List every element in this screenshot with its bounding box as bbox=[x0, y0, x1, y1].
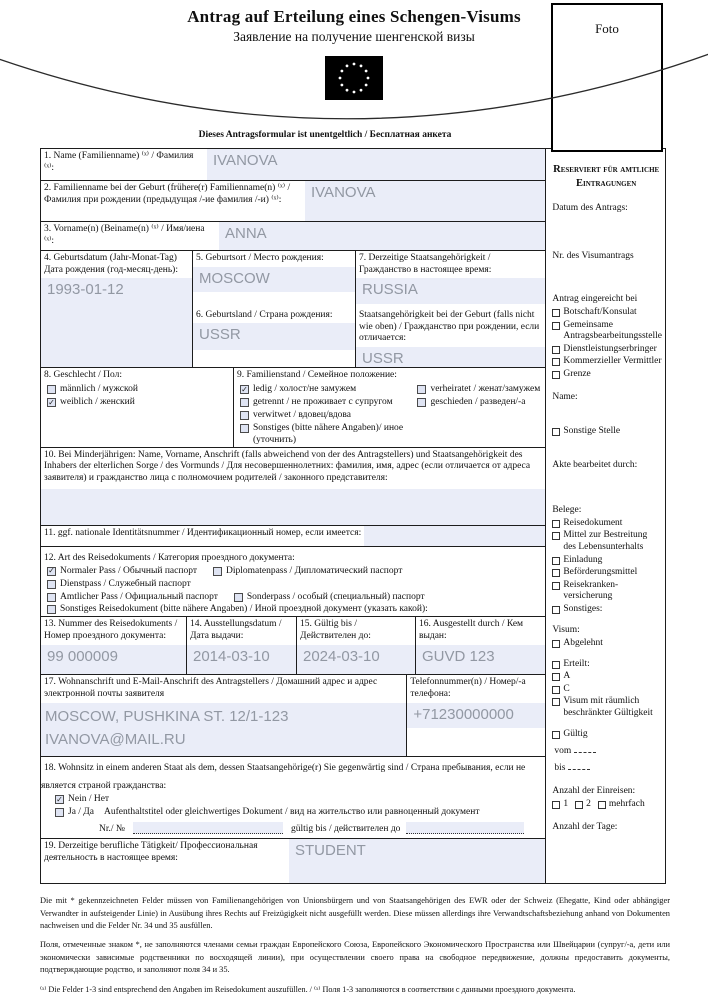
checkbox-label: A bbox=[563, 671, 571, 682]
checkbox-grenze[interactable] bbox=[552, 369, 662, 381]
checkbox-label: Grenze bbox=[563, 368, 591, 379]
checkbox-icon[interactable]: ✓ bbox=[48, 397, 55, 407]
checkbox-sonstiges-reisedokument[interactable] bbox=[47, 604, 545, 616]
footnote-fields-1-3: ⁽ˣ⁾ Die Felder 1-3 sind entsprechend den Angaben im Reisedokument auszufüllen. / ⁽ˣ⁾ Поля 1-3 заполняются в соответствии с данными проездного документа. bbox=[40, 984, 576, 994]
field-7b-label: Staatsangehörigkeit bei der Geburt (falls nicht wie oben) / Гражданство при рождении, если отличается: bbox=[359, 310, 540, 344]
checkbox-label: männlich / мужской bbox=[60, 384, 138, 395]
checkbox-label: ledig / холост/не замужем bbox=[253, 384, 357, 395]
checkbox-verheiratet[interactable] bbox=[417, 384, 545, 396]
field-7-label: 7. Derzeitige Staatsangehörigkeit / Гражданство в настоящее время: bbox=[359, 253, 492, 275]
vom-label: vom bbox=[554, 746, 572, 757]
checkbox-kommerzieller-vermittler[interactable] bbox=[552, 356, 662, 368]
checkbox-verwitwet[interactable] bbox=[240, 410, 411, 422]
checkbox-icon[interactable] bbox=[552, 661, 560, 669]
field-2-value[interactable]: IVANOVA bbox=[305, 181, 545, 221]
checkbox-sonstiges-familienstand[interactable] bbox=[240, 423, 411, 447]
gueltig-bis-input[interactable] bbox=[406, 822, 524, 834]
field-6-value[interactable]: USSR bbox=[193, 323, 355, 350]
checkbox-label: Sonstiges (bitte nähere Angaben)/ иное (уточнить) bbox=[253, 423, 404, 445]
visa-application-number-label: Nr. des Visumantrags bbox=[552, 250, 634, 261]
checkbox-label: Visum mit räumlich beschränkter Gültigkeit bbox=[563, 696, 653, 718]
checkbox-label: Gemeinsame Antragsbearbeitungsstelle bbox=[563, 319, 663, 342]
checkbox-weiblich[interactable] bbox=[47, 397, 233, 409]
checkbox-entries-2[interactable] bbox=[575, 799, 591, 811]
checkbox-icon[interactable] bbox=[552, 582, 560, 590]
checkbox-label: Reisedokument bbox=[563, 517, 623, 528]
photo-box[interactable] bbox=[551, 3, 663, 152]
checkbox-icon[interactable] bbox=[234, 593, 243, 602]
form-header bbox=[0, 0, 708, 148]
checkbox-diplomatenpass[interactable] bbox=[213, 566, 402, 578]
gueltig-bis-label: gültig bis / действителен до bbox=[290, 824, 401, 835]
valid-from-line bbox=[554, 743, 662, 758]
form-title-german: Antrag auf Erteilung eines Schengen-Visums bbox=[187, 7, 521, 26]
eu-flag bbox=[325, 56, 383, 100]
checkbox-label: Diplomatenpass / Дипломатический паспорт bbox=[225, 565, 403, 576]
checkbox-reisedokument[interactable] bbox=[552, 518, 662, 530]
checkbox-icon[interactable] bbox=[552, 731, 560, 739]
field-15-label: 15. Gültig bis / Действителен до: bbox=[300, 619, 371, 641]
checkbox-icon[interactable] bbox=[552, 322, 560, 330]
checkbox-label: Sonstiges: bbox=[563, 603, 603, 614]
checkbox-getrennt[interactable] bbox=[240, 397, 411, 409]
checkbox-label: verwitwet / вдовец/вдова bbox=[253, 410, 351, 421]
checkbox-entries-mehrfach[interactable] bbox=[598, 799, 645, 811]
field-10-label: 10. Bei Minderjährigen: Name, Vorname, Anschrift (falls abweichend von der des Antragstellers) und Staatsangehörigkeit des Inhabers der elterlichen Sorge / des Vormunds / Для несовершеннолетних: фамилия, имя, адрес (если отличается от адреса заявителя) и гражданство лица с полномочием родителей / законного представителя: bbox=[44, 449, 531, 483]
field-15-cell bbox=[297, 617, 416, 674]
checkbox-icon[interactable] bbox=[598, 801, 606, 809]
field-1-row bbox=[41, 149, 545, 181]
field-17-row bbox=[41, 675, 545, 757]
field-19-row bbox=[41, 839, 545, 883]
checkbox-icon[interactable] bbox=[47, 385, 56, 394]
checkbox-icon[interactable] bbox=[552, 686, 560, 694]
checkbox-icon[interactable] bbox=[417, 385, 426, 394]
checkbox-sonderpass[interactable] bbox=[234, 592, 425, 604]
supporting-documents-label: Belege: bbox=[552, 505, 582, 516]
checkbox-icon[interactable] bbox=[552, 801, 560, 809]
checkbox-icon[interactable] bbox=[552, 358, 560, 366]
number-of-days-label: Anzahl der Tage: bbox=[552, 822, 618, 833]
checkbox-icon[interactable] bbox=[240, 424, 249, 433]
free-of-charge-note: Dieses Antragsformular ist unentgeltlich / Бесплатная анкета bbox=[198, 130, 452, 140]
checkbox-icon[interactable] bbox=[552, 520, 560, 528]
field-14-label: 14. Ausstellungsdatum / Дата выдачи: bbox=[190, 619, 282, 641]
checkbox-label: Botschaft/Konsulat bbox=[563, 307, 637, 318]
field-12-label: 12. Art des Reisedokuments / Категория проездного документа: bbox=[44, 552, 295, 563]
checkbox-reisekrankenversicherung[interactable] bbox=[552, 580, 662, 603]
checkbox-icon[interactable] bbox=[240, 398, 249, 407]
field-16-value[interactable]: GUVD 123 bbox=[416, 645, 545, 675]
checkbox-visa-raeumlich[interactable] bbox=[552, 696, 662, 719]
checkbox-label: 2 bbox=[586, 798, 591, 809]
sidebar-header: Reserviert für amtliche Eintragungen bbox=[553, 164, 660, 189]
checkbox-icon[interactable] bbox=[47, 580, 56, 589]
checkbox-label: Reisekranken-versicherung bbox=[563, 579, 619, 602]
field-14-value[interactable]: 2014-03-10 bbox=[187, 645, 296, 675]
field-5-value[interactable]: MOSCOW bbox=[193, 267, 355, 292]
phone-label: Telefonnummer(n) / Номер/-а телефона: bbox=[410, 677, 526, 699]
checkbox-label: Dienstleistungserbringer bbox=[563, 343, 657, 354]
nr-label: Nr./ № bbox=[99, 824, 125, 835]
checkbox-label: Einladung bbox=[563, 554, 603, 565]
checkbox-icon[interactable] bbox=[47, 593, 56, 602]
checkbox-icon[interactable] bbox=[552, 698, 560, 706]
field-2-label: 2. Familienname bei der Geburt (frühere(r) Familienname(n) ⁽ˣ⁾ / Фамилия при рождении (предыдущая /-ие фамилия /-и) ⁽ˣ⁾: bbox=[44, 183, 291, 205]
official-use-sidebar bbox=[546, 149, 665, 883]
residence-permit-text: Aufenthaltstitel oder gleichwertiges Dokument / вид на жительство или равноценный документ bbox=[104, 807, 480, 818]
field-18-nr-line bbox=[99, 822, 545, 834]
field-18-row bbox=[41, 757, 545, 839]
fields-8-9-row bbox=[41, 368, 545, 448]
checkbox-label: Sonstiges Reisedokument (bitte nähere Angaben) / Иной проездной документ (указать какой): bbox=[60, 604, 428, 615]
checkbox-icon[interactable] bbox=[552, 371, 560, 379]
phone-value[interactable]: +71230000000 bbox=[407, 703, 545, 728]
checkbox-label: verheiratet / женат/замужем bbox=[430, 384, 541, 395]
number-of-entries-label: Anzahl der Einreisen: bbox=[552, 786, 636, 797]
checkbox-label: getrennt / не проживает с супругом bbox=[253, 397, 393, 408]
visa-label: Visum: bbox=[552, 625, 580, 636]
field-14-cell bbox=[187, 617, 297, 674]
checkbox-label: mehrfach bbox=[608, 798, 645, 809]
checkbox-icon[interactable] bbox=[552, 673, 560, 681]
checkbox-maennlich[interactable] bbox=[47, 384, 233, 396]
field-12-line1 bbox=[41, 565, 545, 591]
checkbox-icon[interactable] bbox=[552, 557, 560, 565]
checkbox-abgelehnt[interactable] bbox=[552, 638, 662, 650]
checkbox-label: C bbox=[563, 683, 570, 694]
valid-until-line bbox=[554, 760, 662, 775]
submitted-at-label: Antrag eingereicht bei bbox=[552, 294, 638, 305]
checkbox-icon[interactable] bbox=[47, 605, 56, 614]
field-7-value[interactable]: RUSSIA bbox=[356, 278, 545, 304]
field-11-label: 11. ggf. nationale Identitätsnummer / Идентификационный номер, если имеется: bbox=[44, 527, 362, 538]
photo-label: Foto bbox=[595, 21, 619, 36]
field-12-line3 bbox=[41, 604, 545, 616]
checkbox-mittel-lebensunterhalt[interactable] bbox=[552, 530, 662, 553]
field-19-value[interactable]: STUDENT bbox=[289, 839, 545, 883]
checkbox-sonstiges-belege[interactable] bbox=[552, 604, 662, 616]
field-3-value[interactable]: ANNA bbox=[219, 222, 545, 250]
field-1-label: 1. Name (Familienname) ⁽ˣ⁾ / Фамилия ⁽ˣ⁾: bbox=[44, 151, 194, 173]
checkbox-icon[interactable]: ✓ bbox=[56, 794, 63, 804]
checkbox-label: Sonderpass / особый (специальный) паспорт bbox=[246, 591, 425, 602]
checkbox-icon[interactable] bbox=[552, 346, 560, 354]
field-4-label: 4. Geburtsdatum (Jahr-Monat-Tag) Дата рождения (год-месяц-день): bbox=[44, 253, 178, 275]
field-11-row bbox=[41, 526, 545, 547]
field-8-label: 8. Geschlecht / Пол: bbox=[44, 369, 122, 380]
field-18-label: 18. Wohnsitz in einem anderen Staat als dem, dessen Staatsangehörige(r) Sie gegenwärtig sind / Страна пребывания, если не является страной гражданства: bbox=[41, 763, 526, 792]
field-9-label: 9. Familienstand / Семейное положение: bbox=[237, 369, 397, 380]
checkbox-geschieden[interactable] bbox=[417, 397, 545, 409]
field-5-label: 5. Geburtsort / Место рождения: bbox=[196, 253, 324, 263]
checkbox-icon[interactable] bbox=[240, 411, 249, 420]
checkbox-label: Abgelehnt bbox=[563, 638, 603, 648]
checkbox-icon[interactable]: ✓ bbox=[48, 566, 55, 576]
checkbox-visa-c[interactable] bbox=[552, 684, 662, 696]
address-line[interactable]: MOSCOW, PUSHKINA ST. 12/1-123 bbox=[45, 707, 289, 725]
checkbox-icon[interactable] bbox=[552, 309, 560, 317]
checkbox-label: Mittel zur Bestreitung des Lebensunterhalts bbox=[563, 530, 648, 552]
checkbox-label: Beförderungsmittel bbox=[563, 567, 638, 578]
field-16-label: 16. Ausgestellt durch / Кем выдан: bbox=[419, 619, 524, 641]
field-9-column-left bbox=[234, 383, 411, 446]
checkbox-sonstige-stelle[interactable] bbox=[552, 426, 662, 438]
checkbox-icon[interactable] bbox=[552, 428, 560, 436]
eu-stars-icon bbox=[325, 56, 383, 100]
field-12-row bbox=[41, 547, 545, 618]
file-handled-by-label: Akte bearbeitet durch: bbox=[552, 459, 638, 470]
field-17-phone-cell bbox=[407, 675, 545, 756]
checkbox-icon[interactable] bbox=[552, 640, 560, 648]
field-17-value[interactable] bbox=[41, 703, 406, 757]
checkbox-dienstleistungserbringer[interactable] bbox=[552, 344, 662, 356]
field-3-label: 3. Vorname(n) (Beiname(n) ⁽ˣ⁾ / Имя/иена ⁽ˣ⁾: bbox=[44, 224, 205, 246]
checkbox-entries-1[interactable] bbox=[552, 799, 568, 811]
checkbox-normaler-pass[interactable] bbox=[47, 566, 197, 578]
checkbox-label: Ja / Да bbox=[68, 807, 94, 818]
checkbox-icon[interactable] bbox=[213, 567, 222, 576]
checkbox-icon[interactable] bbox=[575, 801, 583, 809]
field-17-label: 17. Wohnanschrift und E-Mail-Anschrift des Antragstellers / Домашний адрес и адрес электронной почты заявителя bbox=[44, 677, 378, 699]
checkbox-dienstpass[interactable] bbox=[47, 579, 191, 591]
form-main-column bbox=[41, 149, 546, 883]
checkbox-amtlicher-pass[interactable] bbox=[47, 592, 218, 604]
checkbox-einladung[interactable] bbox=[552, 555, 662, 567]
checkbox-icon[interactable] bbox=[552, 606, 560, 614]
checkbox-ledig[interactable] bbox=[240, 384, 411, 396]
email-line[interactable]: IVANOVA@MAIL.RU bbox=[45, 730, 186, 748]
checkbox-label: Normaler Pass / Обычный паспорт bbox=[60, 565, 197, 576]
field-7b-value[interactable]: USSR bbox=[356, 347, 545, 367]
field-4-value[interactable]: 1993-01-12 bbox=[41, 278, 192, 367]
checkbox-label: weiblich / женский bbox=[60, 397, 135, 408]
checkbox-icon[interactable] bbox=[55, 808, 64, 817]
field-9-cell bbox=[234, 368, 545, 447]
name-label: Name: bbox=[552, 392, 578, 403]
footer-notes bbox=[40, 895, 670, 996]
field-13-cell bbox=[41, 617, 187, 674]
checkbox-ja[interactable] bbox=[55, 807, 545, 819]
field-10-value[interactable] bbox=[41, 489, 545, 525]
field-19-label: 19. Derzeitige berufliche Tätigkeit/ Профессиональная деятельность в настоящее время: bbox=[44, 841, 258, 863]
checkbox-label: Gültig bbox=[563, 729, 588, 740]
checkbox-botschaft-konsulat[interactable] bbox=[552, 307, 662, 319]
field-1-value[interactable]: IVANOVA bbox=[207, 149, 545, 180]
field-4-cell bbox=[41, 251, 193, 367]
bis-label: bis bbox=[554, 762, 566, 773]
fields-13-16-row bbox=[41, 617, 545, 675]
field-17-address-cell bbox=[41, 675, 407, 756]
bis-input[interactable] bbox=[568, 760, 590, 770]
field-12-line2 bbox=[41, 591, 545, 604]
checkbox-befoerderungsmittel[interactable] bbox=[552, 567, 662, 579]
checkbox-gueltig[interactable] bbox=[552, 729, 662, 741]
field-13-value[interactable]: 99 000009 bbox=[41, 645, 186, 675]
field-3-row bbox=[41, 222, 545, 251]
form-table bbox=[40, 148, 666, 884]
field-2-row bbox=[41, 181, 545, 222]
field-11-value[interactable] bbox=[364, 526, 545, 546]
field-10-row bbox=[41, 448, 545, 526]
checkbox-label: Erteilt: bbox=[563, 658, 590, 669]
fields-4-7-row bbox=[41, 251, 545, 368]
checkbox-label: Amtlicher Pass / Официальный паспорт bbox=[60, 591, 218, 602]
checkbox-icon[interactable] bbox=[552, 532, 560, 540]
checkbox-nein[interactable] bbox=[55, 794, 545, 806]
checkbox-label: Kommerzieller Vermittler bbox=[563, 356, 662, 367]
checkbox-icon[interactable]: ✓ bbox=[241, 384, 248, 394]
checkbox-visa-a[interactable] bbox=[552, 671, 662, 683]
form-title-russian: Заявление на получение шенгенской визы bbox=[233, 29, 475, 44]
fields-5-6-cell bbox=[193, 251, 356, 367]
field-15-value[interactable]: 2024-03-10 bbox=[297, 645, 415, 675]
checkbox-erteilt[interactable] bbox=[552, 659, 662, 671]
footnote-russian: Поля, отмеченные знаком *, не заполняются членами семьи граждан Европейского Союза, Европейского Экономического Пространства или Швейцарии (супруг/-а, дети или экономически зависимые родственники по восходящей линии), при осуществлении своего права на свободное передвижение, должны предоставить документы, подтверждающие родство, и заполняют поля 34 и 35. bbox=[40, 940, 670, 975]
nr-input[interactable] bbox=[133, 822, 283, 834]
checkbox-icon[interactable] bbox=[552, 569, 560, 577]
field-8-cell bbox=[41, 368, 234, 447]
footnote-german: Die mit * gekennzeichneten Felder müssen von Familienangehörigen von Unionsbürgern und von Staatsangehörigen des EWR oder der Schweiz (Ehegatte, Kind oder abhängiger Verwandter in aufsteigender Linie) in Ausübung ihres Rechts auf Freizügigkeit nicht ausgefüllt werden. Diese müssen allerdings ihre Verwandtschaftsbeziehung anhand von Dokumenten nachweisen und die Felder Nr. 34 und 35 ausfüllen. bbox=[40, 896, 670, 930]
checkbox-label: Dienstpass / Служебный паспорт bbox=[60, 578, 191, 589]
checkbox-gemeinsame-antragsstelle[interactable] bbox=[552, 320, 662, 343]
field-13-label: 13. Nummer des Reisedokuments / Номер проездного документа: bbox=[44, 619, 178, 641]
checkbox-label: 1 bbox=[563, 798, 569, 809]
field-7-cell bbox=[356, 251, 545, 367]
application-date-label: Datum des Antrags: bbox=[552, 203, 628, 214]
checkbox-icon[interactable] bbox=[417, 398, 426, 407]
entries-options-line bbox=[552, 798, 662, 811]
vom-input[interactable] bbox=[574, 743, 596, 753]
checkbox-label: geschieden / разведен/-а bbox=[430, 397, 526, 408]
checkbox-label: Nein / Нет bbox=[68, 794, 110, 805]
field-16-cell bbox=[416, 617, 545, 674]
field-6-label: 6. Geburtsland / Страна рождения: bbox=[196, 309, 333, 320]
field-9-column-right bbox=[411, 383, 545, 446]
checkbox-label: Sonstige Stelle bbox=[563, 426, 621, 437]
